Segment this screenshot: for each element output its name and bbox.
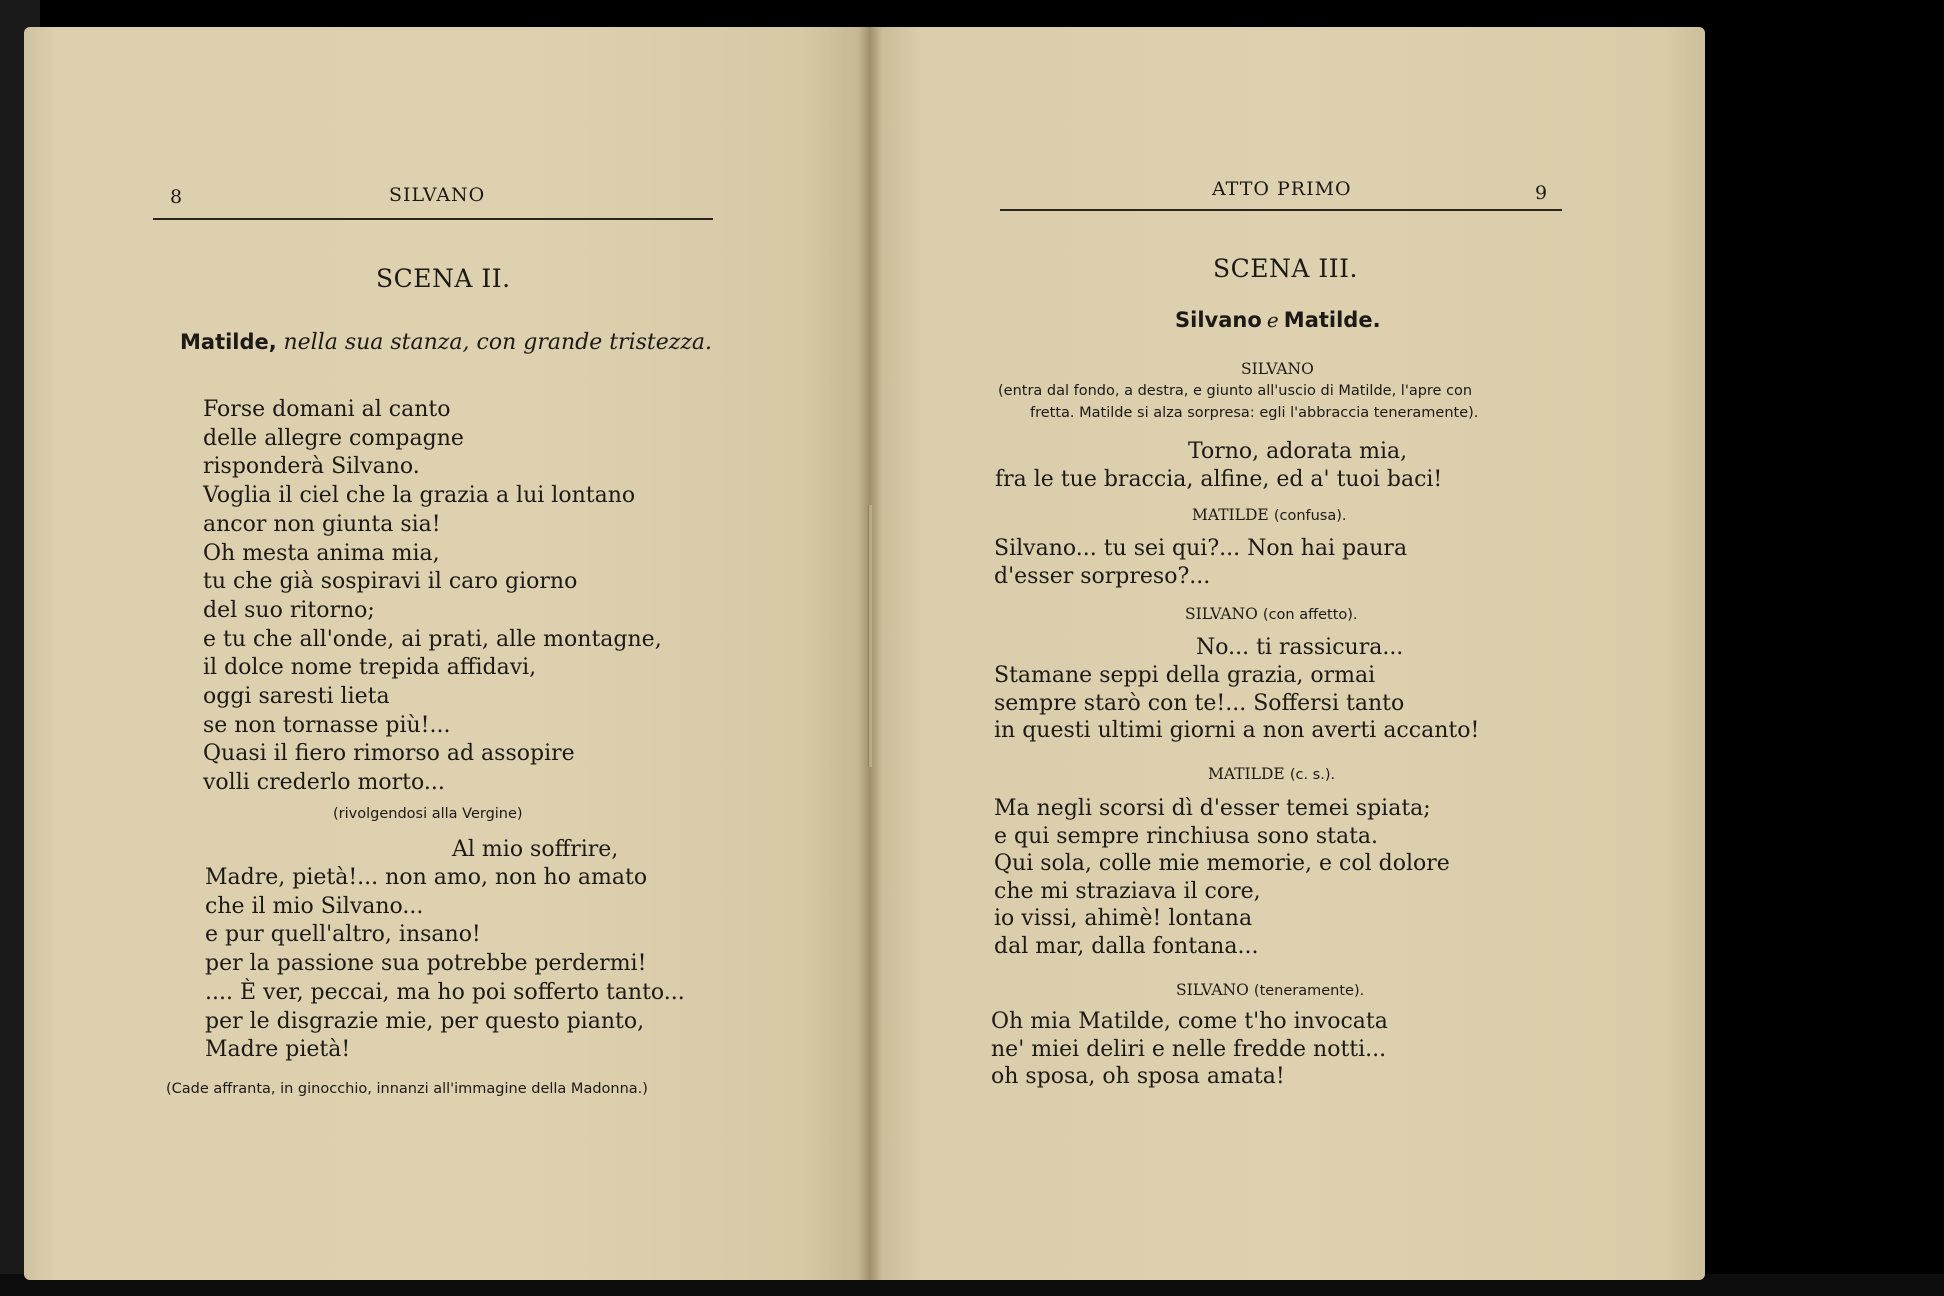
speaker-matilde-2: MATILDE [1208, 765, 1285, 783]
speaker-silvano-1: SILVANO [1241, 360, 1314, 378]
speaker-matilde-1-note: (confusa). [1273, 508, 1347, 524]
left-character-direction: nella sua stanza, con grande tristezza. [283, 330, 713, 355]
verse-line: e pur quell'altro, insano! [205, 922, 481, 948]
verse-line: delle allegre compagne [203, 425, 464, 451]
verse-line: dal mar, dalla fontana... [994, 933, 1259, 959]
verse-line: Silvano... tu sei qui?... Non hai paura [994, 536, 1408, 561]
right-verses-5 [991, 1008, 1388, 1091]
verse-line: Voglia il ciel che la grazia a lui lontano [203, 483, 636, 509]
verse-line: in questi ultimi giorni a non averti accanto! [994, 718, 1480, 744]
right-direction-1b: fretta. Matilde si alza sorpresa: egli l'abbraccia teneramente). [1030, 405, 1479, 421]
right-verses-3 [994, 662, 1479, 745]
right-verse-1a: Torno, adorata mia, [1188, 439, 1408, 464]
left-verses-1 [203, 396, 662, 798]
verse-line: volli crederlo morto... [203, 770, 445, 796]
verse-line: per le disgrazie mie, per questo pianto, [205, 1008, 645, 1034]
verse-line: e tu che all'onde, ai prati, alle montagne, [203, 626, 662, 652]
verse-line: .... È ver, peccai, ma ho poi sofferto tanto... [205, 979, 685, 1005]
verse-line: e qui sempre rinchiusa sono stata. [994, 823, 1379, 849]
verse-line: risponderà Silvano. [203, 454, 420, 480]
left-stage-direction-1: (rivolgendosi alla Vergine) [333, 806, 523, 822]
speaker-matilde-2-line [1208, 764, 1335, 783]
right-character-and: e [1266, 308, 1279, 332]
speaker-matilde-1: MATILDE [1192, 506, 1269, 524]
left-header-rule [153, 218, 713, 220]
right-direction-1a: (entra dal fondo, a destra, e giunto all'uscio di Matilde, l'apre con [998, 383, 1473, 399]
right-character-b: Matilde. [1283, 308, 1381, 332]
right-verses-4 [994, 795, 1450, 961]
left-verses-2 [205, 864, 685, 1065]
left-verse-indent: Al mio soffrire, [452, 837, 619, 862]
right-verse-1b: fra le tue braccia, alfine, ed a' tuoi baci! [995, 467, 1443, 492]
verse-line: Quasi il fiero rimorso ad assopire [203, 741, 575, 767]
verse-line: se non tornasse più!... [203, 712, 451, 738]
verse-line: del suo ritorno; [203, 597, 375, 623]
right-header-rule [1000, 209, 1562, 211]
verse-line: io vissi, ahimè! lontana [994, 906, 1253, 932]
right-characters-line [1175, 308, 1381, 332]
speaker-silvano-3: SILVANO [1176, 981, 1249, 999]
speaker-silvano-2-line [1185, 604, 1358, 623]
verse-line: oh sposa, oh sposa amata! [991, 1064, 1285, 1090]
speaker-silvano-3-line [1176, 980, 1364, 999]
verse-line: Oh mesta anima mia, [203, 540, 440, 566]
left-character-name: Matilde, [180, 330, 277, 354]
verse-line: d'esser sorpreso?... [994, 563, 1211, 589]
speaker-matilde-2-note: (c. s.). [1289, 767, 1336, 783]
verse-line: Stamane seppi della grazia, ormai [994, 663, 1376, 688]
left-page-number: 8 [170, 186, 184, 208]
verse-line: che il mio Silvano... [205, 893, 424, 919]
right-running-head: ATTO PRIMO [1212, 178, 1352, 200]
left-stage-direction-2: (Cade affranta, in ginocchio, innanzi all'immagine della Madonna.) [166, 1081, 648, 1097]
verse-line: tu che già sospiravi il caro giorno [203, 569, 578, 595]
verse-line: Madre pietà! [205, 1037, 351, 1063]
right-scene-title: SCENA III. [1213, 254, 1358, 283]
verse-line: che mi straziava il core, [994, 878, 1261, 904]
speaker-matilde-1-line [1192, 505, 1347, 524]
verse-line: ancor non giunta sia! [203, 511, 441, 537]
speaker-silvano-2: SILVANO [1185, 605, 1258, 623]
verse-line: il dolce nome trepida affidavi, [203, 655, 537, 681]
verse-line: ne' miei deliri e nelle fredde notti... [991, 1036, 1387, 1062]
left-character-line [180, 330, 712, 355]
right-verse-3-indent: No... ti rassicura... [1196, 635, 1404, 660]
right-verses-2 [994, 535, 1407, 590]
speaker-silvano-2-note: (con affetto). [1262, 607, 1358, 623]
verse-line: Ma negli scorsi dì d'esser temei spiata; [994, 796, 1431, 821]
verse-line: Oh mia Matilde, come t'ho invocata [991, 1009, 1388, 1034]
right-page-number: 9 [1535, 182, 1549, 204]
verse-line: oggi saresti lieta [203, 684, 390, 710]
verse-line: per la passione sua potrebbe perdermi! [205, 951, 647, 977]
verse-line: Madre, pietà!... non amo, non ho amato [205, 865, 648, 890]
left-scene-title: SCENA II. [376, 264, 511, 293]
speaker-silvano-3-note: (teneramente). [1253, 983, 1365, 999]
binding-stitch [868, 505, 872, 767]
right-character-a: Silvano [1175, 308, 1262, 332]
left-running-head: SILVANO [389, 184, 486, 206]
verse-line: Qui sola, colle mie memorie, e col dolore [994, 851, 1450, 877]
verse-line: sempre starò con te!... Soffersi tanto [994, 690, 1405, 716]
verse-line: Forse domani al canto [203, 397, 451, 422]
